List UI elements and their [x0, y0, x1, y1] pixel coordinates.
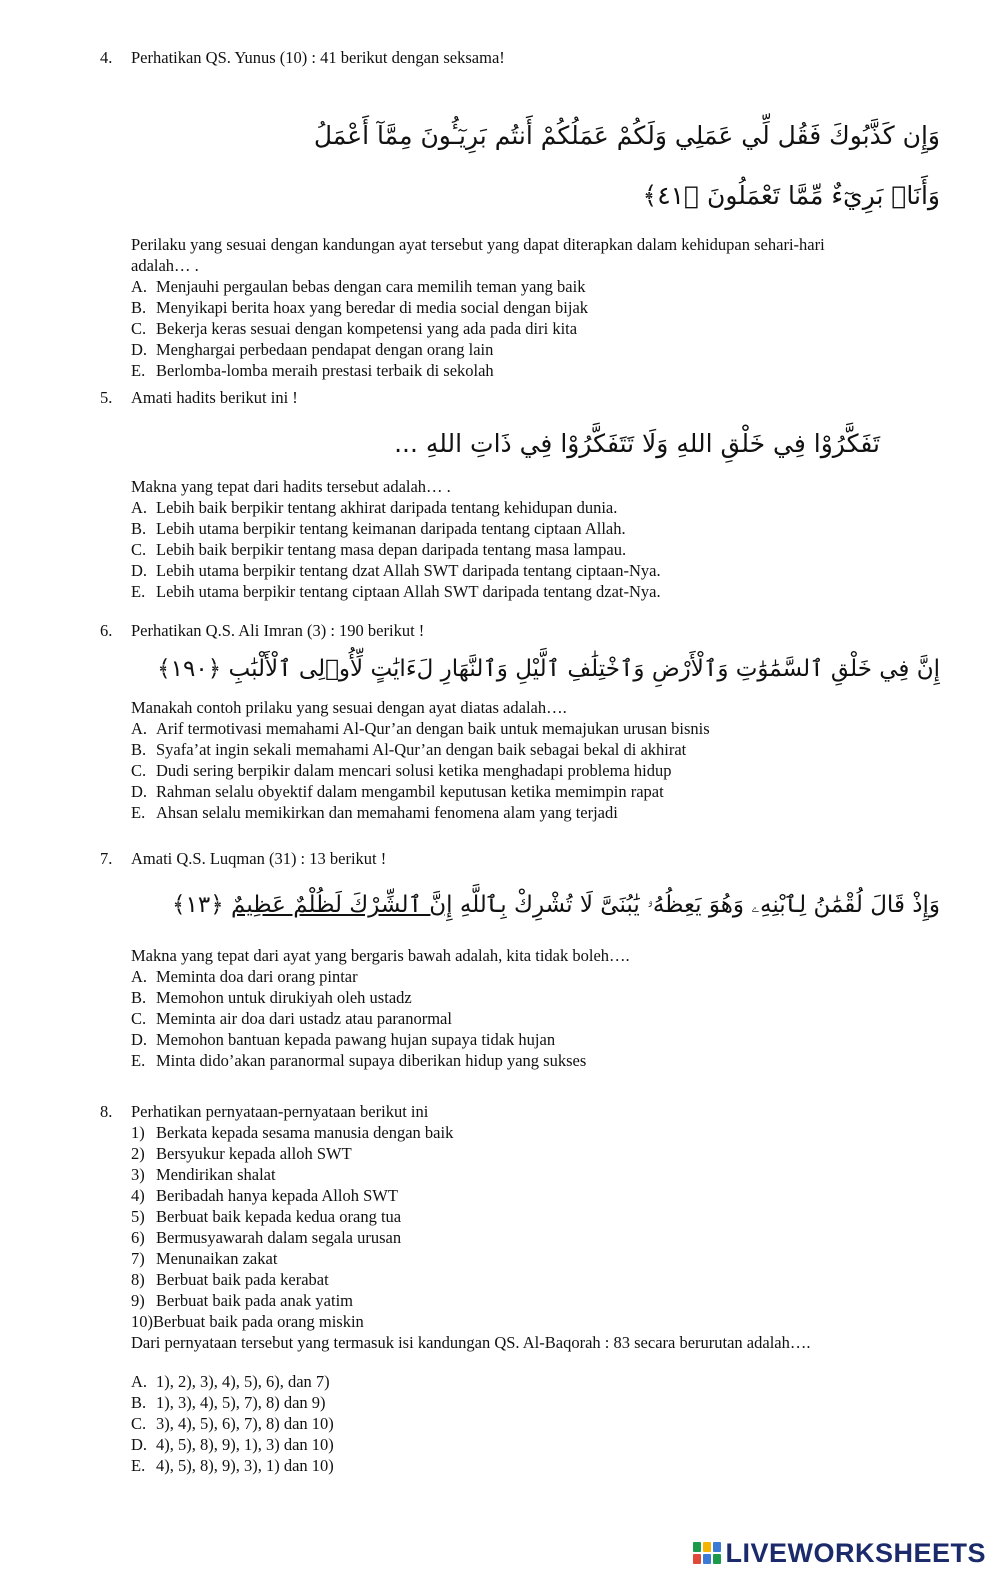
statement-text: Berkata kepada sesama manusia dengan baik	[156, 1123, 454, 1142]
option-b[interactable]	[131, 518, 940, 539]
question-line: Perilaku yang sesuai dengan kandungan ayat tersebut yang dapat diterapkan dalam kehidupan sehari-hari	[131, 235, 825, 254]
question-text: Makna yang tepat dari hadits tersebut adalah… .	[131, 477, 451, 496]
question-number: 5.	[100, 388, 113, 407]
statement-item	[131, 1290, 940, 1311]
option-text: Rahman selalu obyektif dalam mengambil keputusan ketika memimpin rapat	[156, 782, 664, 801]
option-b[interactable]	[131, 739, 940, 760]
option-label: D.	[131, 561, 148, 580]
statement-label: 6)	[131, 1228, 145, 1247]
option-label: D.	[131, 1435, 148, 1454]
option-label: E.	[131, 803, 146, 822]
question-text	[131, 234, 940, 276]
option-a[interactable]	[131, 1371, 940, 1392]
option-label: E.	[131, 582, 146, 601]
option-label: A.	[131, 498, 148, 517]
option-a[interactable]	[131, 966, 940, 987]
statement-item	[131, 1185, 940, 1206]
statement-label: 5)	[131, 1207, 145, 1226]
statement-item	[131, 1122, 940, 1143]
question-4	[100, 47, 940, 381]
statement-label: 9)	[131, 1291, 145, 1310]
statement-text: Berbuat baik pada orang miskin	[153, 1312, 364, 1331]
option-label: C.	[131, 1009, 147, 1028]
options-list	[131, 718, 940, 823]
statement-item	[131, 1269, 940, 1290]
option-d[interactable]	[131, 339, 940, 360]
liveworksheets-logo-icon	[693, 1542, 721, 1564]
option-e[interactable]	[131, 802, 940, 823]
option-label: A.	[131, 719, 148, 738]
statement-item	[131, 1248, 940, 1269]
option-text: 4), 5), 8), 9), 1), 3) dan 10)	[156, 1435, 334, 1454]
statements-list	[131, 1122, 940, 1332]
option-label: A.	[131, 1372, 148, 1391]
option-b[interactable]	[131, 297, 940, 318]
statement-text: Berbuat baik pada kerabat	[156, 1270, 329, 1289]
option-text: 4), 5), 8), 9), 3), 1) dan 10)	[156, 1456, 334, 1475]
statement-label: 4)	[131, 1186, 145, 1205]
option-text: 1), 2), 3), 4), 5), 6), dan 7)	[156, 1372, 330, 1391]
option-label: C.	[131, 319, 147, 338]
question-number: 6.	[100, 621, 113, 640]
question-prompt: Perhatikan pernyataan-pernyataan berikut ini	[131, 1102, 429, 1121]
question-text: Makna yang tepat dari ayat yang bergaris bawah adalah, kita tidak boleh….	[131, 946, 630, 965]
option-text: Syafa’at ingin sekali memahami Al-Qur’an dengan baik sebagai bekal di akhirat	[156, 740, 687, 759]
statement-item	[131, 1311, 940, 1332]
option-text: Dudi sering berpikir dalam mencari solusi ketika menghadapi problema hidup	[156, 761, 672, 780]
option-label: D.	[131, 340, 148, 359]
option-text: 3), 4), 5), 6), 7), 8) dan 10)	[156, 1414, 334, 1433]
question-7	[100, 848, 940, 1071]
option-e[interactable]	[131, 1455, 940, 1476]
statement-text: Bersyukur kepada alloh SWT	[156, 1144, 352, 1163]
options-list	[131, 1371, 940, 1476]
liveworksheets-logo[interactable]	[693, 1537, 986, 1568]
question-number: 8.	[100, 1102, 113, 1121]
question-8	[100, 1101, 940, 1476]
option-text: Memohon bantuan kepada pawang hujan supaya tidak hujan	[156, 1030, 556, 1049]
option-label: E.	[131, 1051, 146, 1070]
question-prompt: Perhatikan Q.S. Ali Imran (3) : 190 berikut !	[131, 621, 425, 640]
arabic-hadith: تَفَكَّرُوْا فِي خَلْقِ اللهِ وَلَا تَتَفَكَّرُوْا فِي ذَاتِ اللهِ ...	[394, 429, 880, 458]
option-text: Memohon untuk dirukiyah oleh ustadz	[156, 988, 412, 1007]
option-c[interactable]	[131, 539, 940, 560]
options-list	[131, 497, 940, 602]
question-number: 7.	[100, 849, 113, 868]
option-label: B.	[131, 740, 147, 759]
option-text: Lebih utama berpikir tentang keimanan daripada tentang ciptaan Allah.	[156, 519, 626, 538]
option-d[interactable]	[131, 781, 940, 802]
statement-label: 3)	[131, 1165, 145, 1184]
question-text: Dari pernyataan tersebut yang termasuk isi kandungan QS. Al-Baqorah : 83 secara berurutan adalah….	[131, 1333, 811, 1352]
question-prompt: Amati hadits berikut ini !	[131, 388, 298, 407]
option-text: Minta dido’akan paranormal supaya diberikan hidup yang sukses	[156, 1051, 587, 1070]
arabic-plain: وَإِذْ قَالَ لُقْمَٰنُ لِٱبْنِهِۦ وَهُوَ يَعِظُهُۥ يَٰبُنَىَّ لَا تُشْرِكْ بِٱللَّهِ	[452, 892, 940, 918]
option-label: D.	[131, 1030, 148, 1049]
option-text: Menghargai perbedaan pendapat dengan orang lain	[156, 340, 494, 359]
option-text: Menyikapi berita hoax yang beredar di media social dengan bijak	[156, 298, 589, 317]
option-text: Lebih baik berpikir tentang akhirat daripada tentang kehidupan dunia.	[156, 498, 618, 517]
option-text: Lebih utama berpikir tentang ciptaan Allah SWT daripada tentang dzat-Nya.	[156, 582, 661, 601]
arabic-verse	[131, 106, 940, 226]
statement-text: Menunaikan zakat	[156, 1249, 278, 1268]
option-text: Meminta doa dari orang pintar	[156, 967, 358, 986]
option-b[interactable]	[131, 1392, 940, 1413]
option-label: B.	[131, 1393, 147, 1412]
statement-label: 8)	[131, 1270, 145, 1289]
question-number: 4.	[100, 48, 113, 67]
option-e[interactable]	[131, 1050, 940, 1071]
option-label: A.	[131, 967, 148, 986]
statement-text: Berbuat baik kepada kedua orang tua	[156, 1207, 402, 1226]
option-label: D.	[131, 782, 148, 801]
statement-label: 1)	[131, 1123, 145, 1142]
statement-text: Beribadah hanya kepada Alloh SWT	[156, 1186, 398, 1205]
arabic-verse: إِنَّ فِي خَلْقِ ٱلسَّمَٰوَٰتِ وَٱلْأَرْضِ وَٱخْتِلَٰفِ ٱلَّيْلِ وَٱلنَّهَارِ لَءَايَٰتٍ لِّأُو۟لِى ٱلْأَلْبَٰبِ ﴿١٩٠﴾	[157, 656, 940, 682]
statement-item	[131, 1143, 940, 1164]
verse-number: ﴿١٣﴾	[172, 892, 232, 918]
question-5	[100, 387, 940, 602]
option-c[interactable]	[131, 1008, 940, 1029]
statement-label: 2)	[131, 1144, 145, 1163]
options-list	[131, 276, 940, 381]
option-text: Arif termotivasi memahami Al-Qur’an dengan baik untuk memajukan urusan bisnis	[156, 719, 710, 738]
statement-text: Mendirikan shalat	[156, 1165, 276, 1184]
option-label: B.	[131, 519, 147, 538]
question-6	[100, 620, 940, 823]
option-d[interactable]	[131, 1029, 940, 1050]
option-label: C.	[131, 1414, 147, 1433]
question-text: Manakah contoh prilaku yang sesuai dengan ayat diatas adalah….	[131, 698, 567, 717]
option-text: Menjauhi pergaulan bebas dengan cara memilih teman yang baik	[156, 277, 586, 296]
statement-item	[131, 1227, 940, 1248]
option-label: B.	[131, 298, 147, 317]
option-text: Meminta air doa dari ustadz atau paranormal	[156, 1009, 452, 1028]
option-e[interactable]	[131, 360, 940, 381]
option-text: Bekerja keras sesuai dengan kompetensi yang ada pada diri kita	[156, 319, 578, 338]
option-c[interactable]	[131, 1413, 940, 1434]
option-a[interactable]	[131, 497, 940, 518]
option-text: Ahsan selalu memikirkan dan memahami fenomena alam yang terjadi	[156, 803, 618, 822]
arabic-line: وَأَنَا۠ بَرِيٓءٌ مِّمَّا تَعْمَلُونَ ﴿٤١﴾	[642, 181, 940, 210]
question-prompt: Perhatikan QS. Yunus (10) : 41 berikut dengan seksama!	[131, 48, 505, 67]
arabic-line: وَإِن كَذَّبُوكَ فَقُل لِّي عَمَلِي وَلَكُمْ عَمَلُكُمْ أَنتُم بَرِيٓـُٔونَ مِمَّآ أَعْمَلُ	[313, 121, 940, 150]
arabic-underlined: إِنَّ ٱلشِّرْكَ لَظُلْمٌ عَظِيمٌ	[231, 892, 453, 918]
statement-item	[131, 1164, 940, 1185]
option-e[interactable]	[131, 581, 940, 602]
option-a[interactable]	[131, 276, 940, 297]
options-list	[131, 966, 940, 1071]
option-text: Lebih utama berpikir tentang dzat Allah SWT daripada tentang ciptaan-Nya.	[156, 561, 661, 580]
option-a[interactable]	[131, 718, 940, 739]
statement-item	[131, 1206, 940, 1227]
option-label: C.	[131, 540, 147, 559]
option-text: Berlomba-lomba meraih prestasi terbaik di sekolah	[156, 361, 494, 380]
option-b[interactable]	[131, 987, 940, 1008]
option-c[interactable]	[131, 318, 940, 339]
logo-text: LIVEWORKSHEETS	[725, 1537, 986, 1568]
option-label: E.	[131, 1456, 146, 1475]
statement-text: Bermusyawarah dalam segala urusan	[156, 1228, 402, 1247]
statement-text: Berbuat baik pada anak yatim	[156, 1291, 354, 1310]
option-label: B.	[131, 988, 147, 1007]
arabic-verse	[131, 883, 940, 927]
option-text: 1), 3), 4), 5), 7), 8) dan 9)	[156, 1393, 326, 1412]
option-text: Lebih baik berpikir tentang masa depan daripada tentang masa lampau.	[156, 540, 627, 559]
question-prompt: Amati Q.S. Luqman (31) : 13 berikut !	[131, 849, 387, 868]
option-c[interactable]	[131, 760, 940, 781]
option-label: A.	[131, 277, 148, 296]
option-label: E.	[131, 361, 146, 380]
statement-label: 7)	[131, 1249, 145, 1268]
statement-label: 10)	[131, 1312, 153, 1331]
option-d[interactable]	[131, 1434, 940, 1455]
question-line: adalah… .	[131, 256, 199, 275]
option-d[interactable]	[131, 560, 940, 581]
option-label: C.	[131, 761, 147, 780]
